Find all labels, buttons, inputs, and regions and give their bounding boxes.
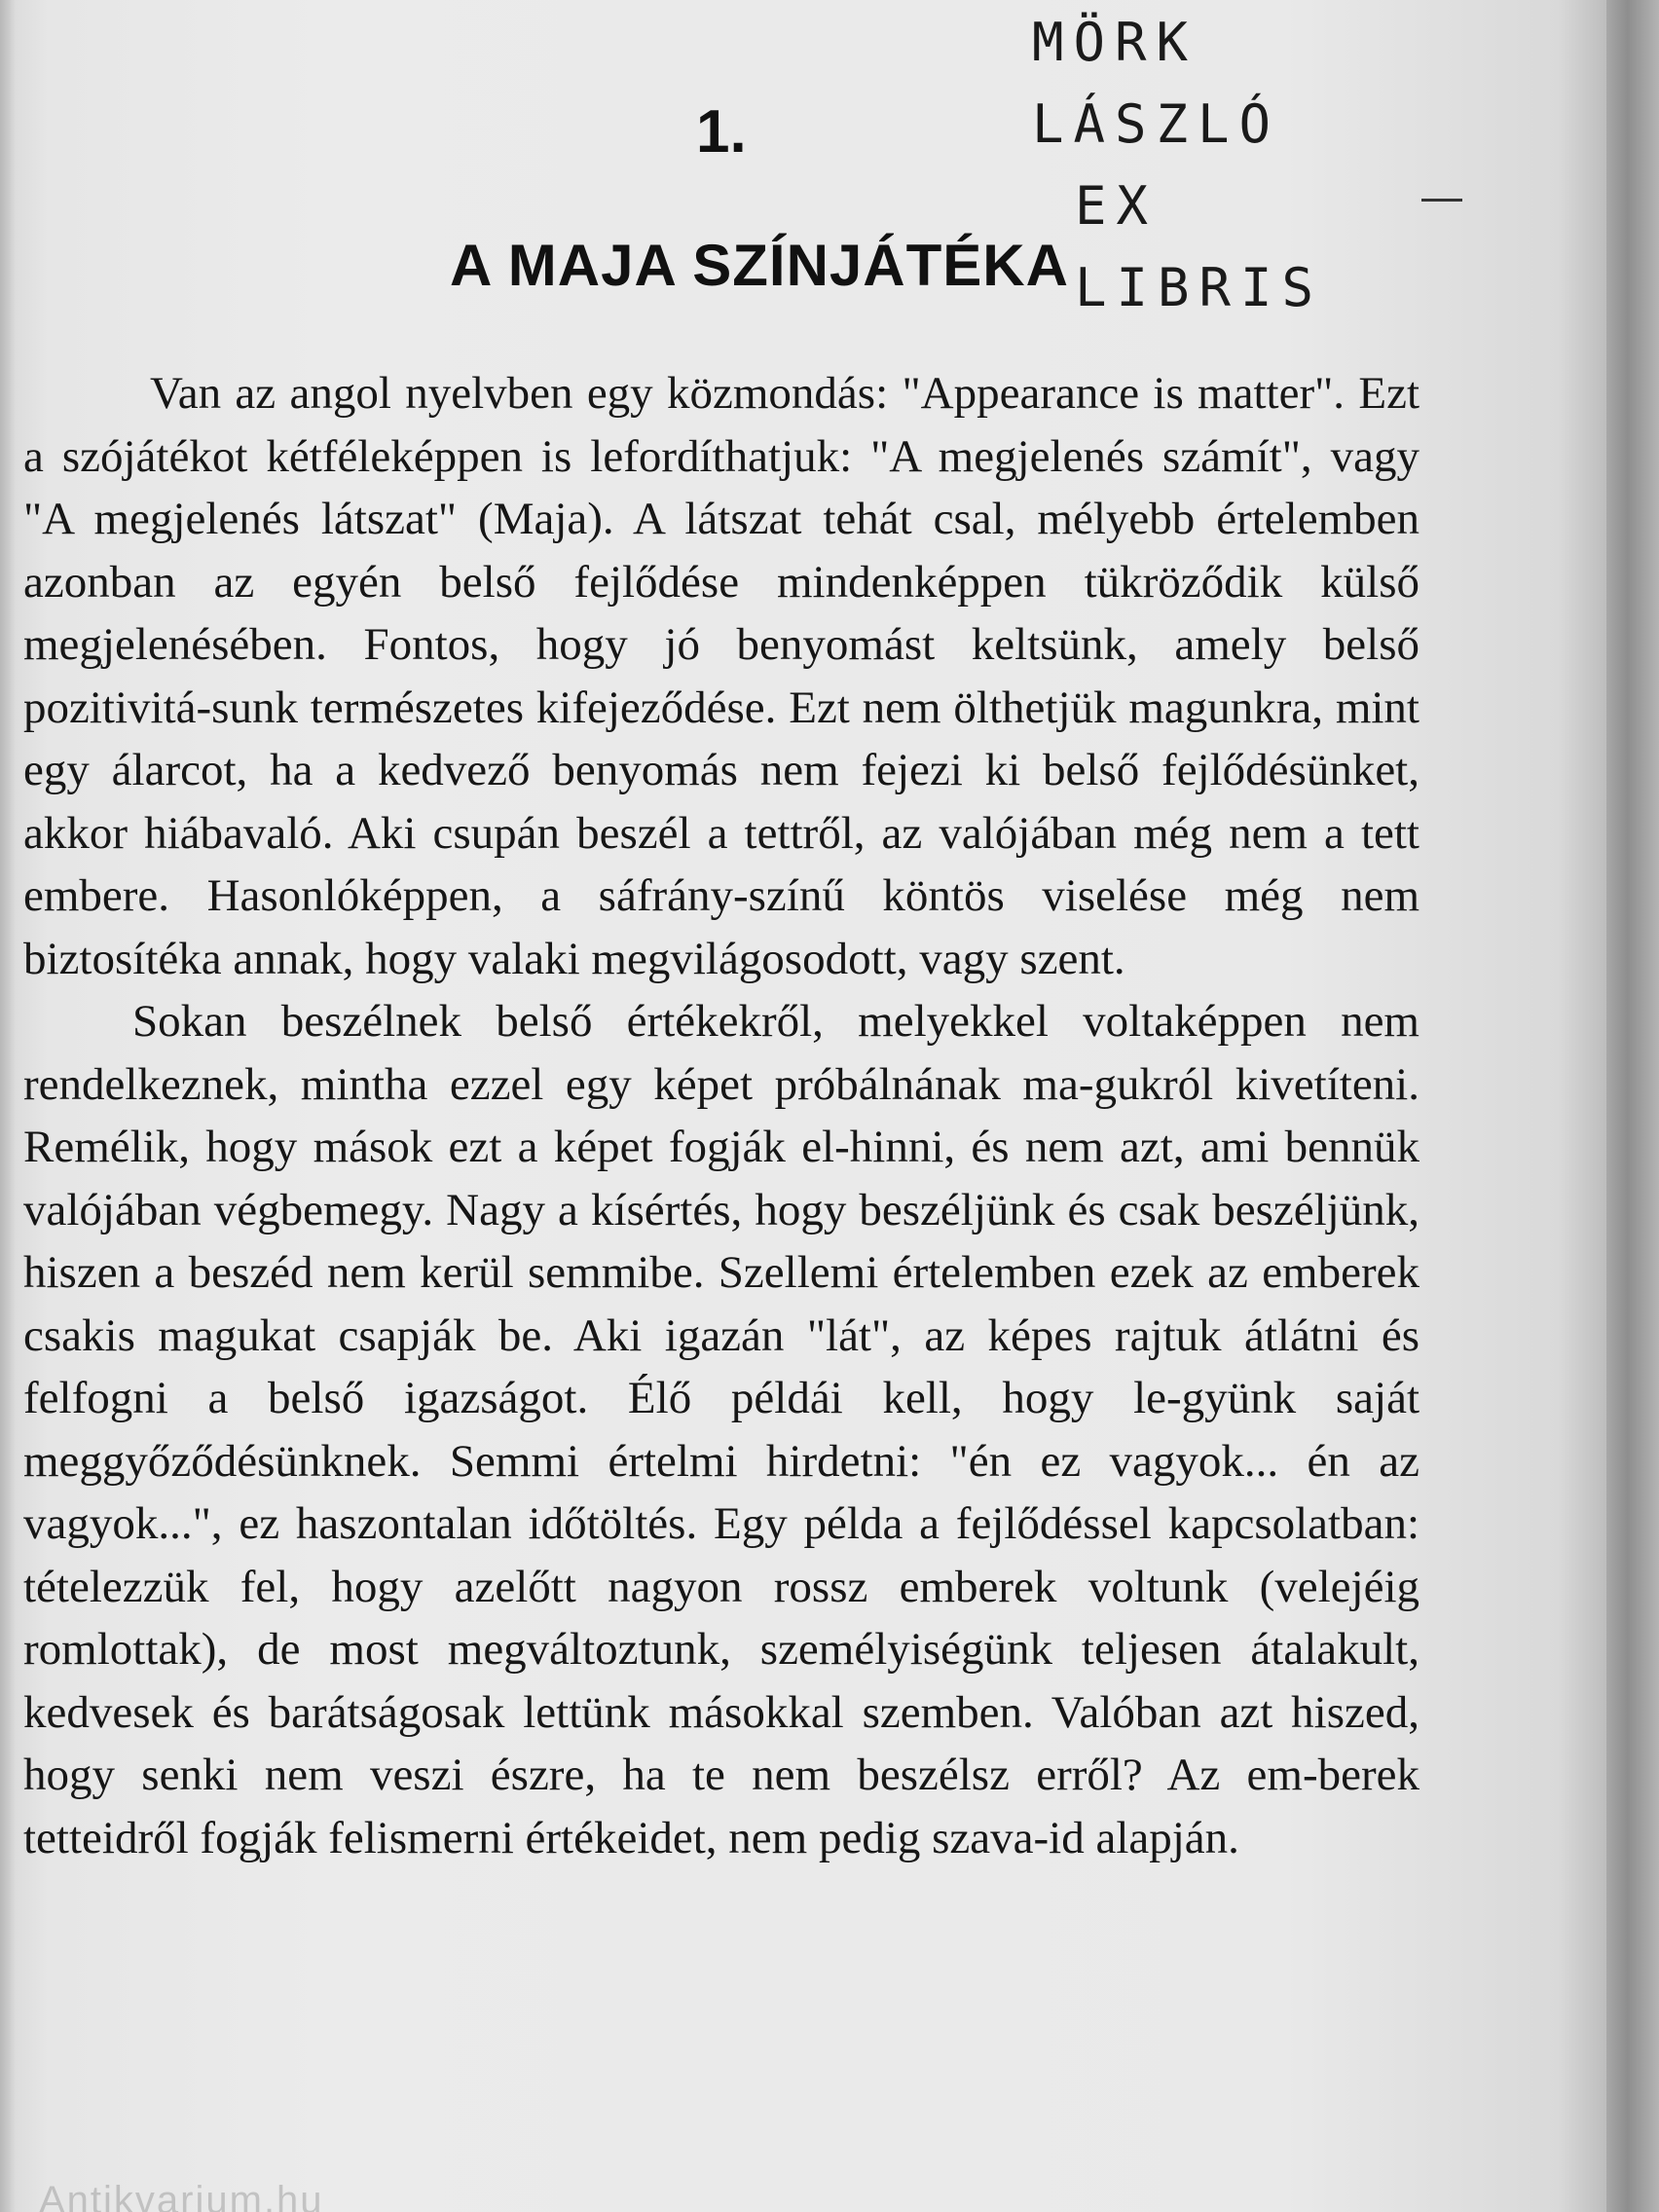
chapter-title: A MAJA SZÍNJÁTÉKA <box>450 233 1069 298</box>
chapter-number: 1. <box>696 98 747 166</box>
body-text <box>23 362 1419 1869</box>
stamp-owner-name: MÖRK LÁSZLÓ <box>1032 12 1281 155</box>
paragraph-1: Van az angol nyelvben egy közmondás: "Appearance is matter". Ezt a szójátékot kétféleképpen is lefordíthatjuk: "A megjelenés számít", vagy "A megjelenés látszat" (Maja). A látszat tehát csal, mélyebb értelemben azonban az egyén belső fejlődése mindenképpen tükröződik külső megjelenésében. Fontos, hogy jó benyomást keltsünk, amely belső pozitivitá-sunk természetes kifejeződése. Ezt nem ölthetjük magunkra, mint egy álarcot, ha a kedvező benyomás nem fejezi ki belső fejlődésünket, akkor hiábavaló. Aki csupán beszél a tettről, az valójában még nem a tett embere. Hasonlóképpen, a sáfrány-színű köntös viselése még nem biztosítéka annak, hogy valaki megvilágosodott, vagy szent. <box>23 368 1419 984</box>
watermark: Antikvarium.hu <box>39 2179 324 2212</box>
paragraph-2: Sokan beszélnek belső értékekről, melyekkel voltaképpen nem rendelkeznek, mintha ezzel egy képet próbálnának ma-gukról kivetíteni. Remélik, hogy mások ezt a képet fogják el-hinni, és nem azt, ami bennük valójában végbemegy. Nagy a kísértés, hogy beszéljünk és csak beszéljünk, hiszen a beszéd nem kerül semmibe. Szellemi értelemben ezek az emberek csakis magukat csapják be. Aki igazán "lát", az képes rajtuk átlátni és felfogni a belső igazságot. Élő példái kell, hogy le-gyünk saját meggyőződésünknek. Semmi értelmi hirdetni: "én ez vagyok... én az vagyok...", ez haszontalan időtöltés. Egy példa a fejlődéssel kapcsolatban: tételezzük fel, hogy azelőtt nagyon rossz emberek voltunk (velejéig romlottak), de most megváltoztunk, személyiségünk teljesen átalakult, kedvesek és barátságosak lettünk másokkal szemben. Valóban azt hiszed, hogy senki nem veszi észre, ha te nem beszélsz erről? Az em-berek tetteidről fogják felismerni értékeidet, nem pedig szava-id alapján. <box>23 996 1419 1863</box>
page-binding-shadow <box>0 0 16 2212</box>
stamp-ex-libris: EX LIBRIS <box>1075 175 1324 318</box>
page-edge-shadow <box>1606 0 1659 2212</box>
stamp-mark <box>1421 199 1462 202</box>
